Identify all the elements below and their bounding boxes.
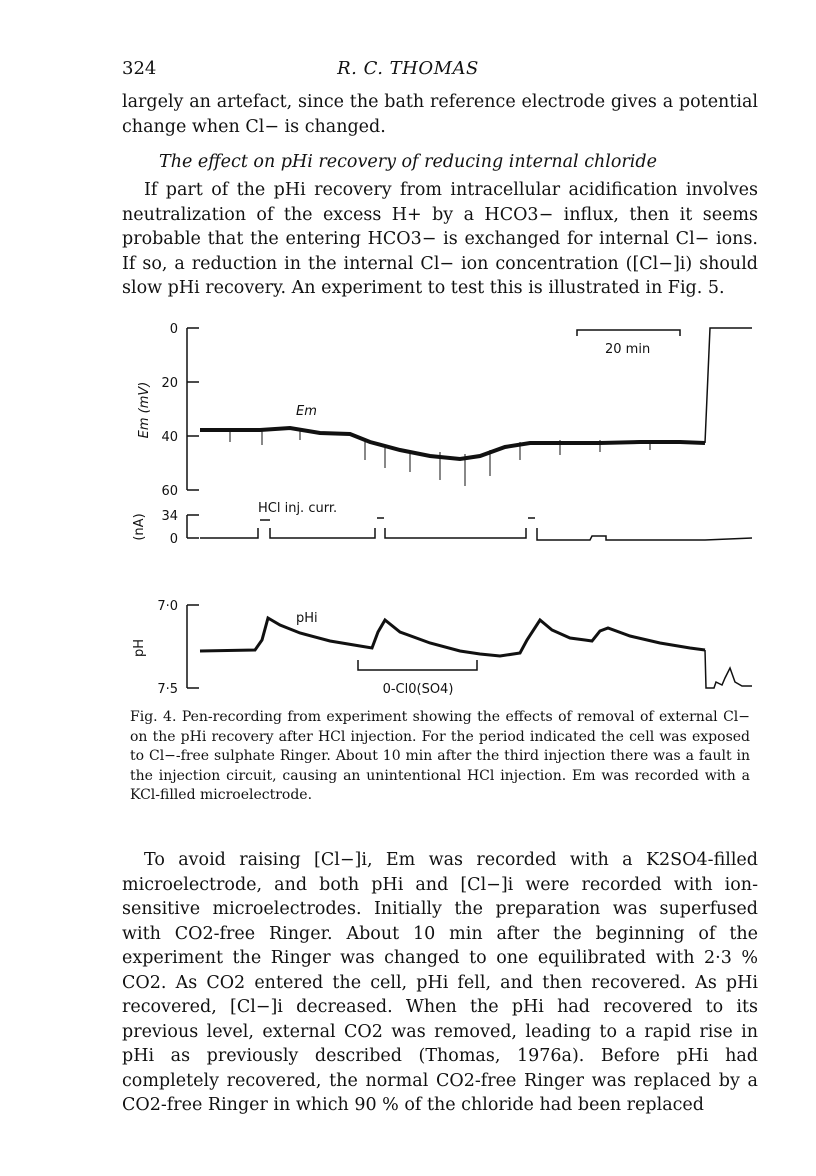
ph-tick-7-5: 7·5 <box>157 682 178 697</box>
em-tick-0: 0 <box>169 322 178 337</box>
paragraph-2: If part of the pHi recovery from intracellular acidification involves neutralization of the excess H+ by a HCO3− influx, then it seems probable that the entering HCO3− is exchanged for internal Cl− ions. If so, a reduction in the internal Cl− ion concentration ([Cl−]i) should slow pHi recovery. An experiment to test this is illustrated in Fig. 5. <box>122 180 758 298</box>
ph-trace-label: pHi <box>296 611 318 626</box>
ph-axis-label: pH <box>132 638 147 658</box>
em-trace-noise <box>230 428 650 486</box>
em-tick-20: 20 <box>161 376 178 391</box>
scale-bar-label: 20 min <box>605 342 651 357</box>
em-trace <box>200 428 705 459</box>
paragraph-3: To avoid raising [Cl−]i, Em was recorded with a K2SO4-filled microelectrode, and both pHi and [Cl−]i were recorded with ion-sensitive microelectrodes. Initially the preparation was superfused with CO2-free Ringer. About 10 min after the beginning of the experiment the Ringer was changed to one equilibrated with 2·3 % CO2. As CO2 entered the cell, pHi fell, and then recovered. As pHi recovered, [Cl−]i decreased. When the pHi had recovered to its previous level, external CO2 was removed, leading to a rapid rise in pHi as previously described (Thomas, 1976a). Before pHi had completely recovered, the normal CO2-free Ringer was replaced by a CO2-free Ringer in which 90 % of the chloride had been replaced <box>122 850 758 1115</box>
em-final-step <box>705 328 752 443</box>
em-tick-40: 40 <box>161 430 178 445</box>
cl-free-bracket-label: 0-Cl0(SO4) <box>382 682 454 697</box>
em-trace-label: Em <box>296 404 317 419</box>
paragraph-1: largely an artefact, since the bath reference electrode gives a potential change when Cl− is changed. <box>122 92 758 137</box>
current-trace-label: HCl inj. curr. <box>258 501 338 516</box>
em-tick-60: 60 <box>161 484 178 499</box>
running-head-author: R. C. THOMAS <box>337 58 479 79</box>
ph-trace <box>200 618 705 656</box>
current-tick-0: 0 <box>169 532 178 547</box>
em-axis <box>187 328 199 490</box>
em-axis-label: Em (mV) <box>137 381 152 439</box>
figure-4-recording <box>0 300 816 700</box>
current-tick-34: 34 <box>161 509 178 524</box>
ph-axis <box>187 605 199 688</box>
section-heading: The effect on pHi recovery of reducing internal chloride <box>159 152 657 172</box>
page-number: 324 <box>122 58 157 79</box>
figure-caption: Fig. 4. Pen-recording from experiment showing the effects of removal of external Cl− on the pHi recovery after HCl injection. For the period indicated the cell was exposed to Cl−-free sulphate Ringer. About 10 min after the third injection there was a fault in the injection circuit, causing an unintentional HCl injection. Em was recorded with a KCl-filled microelectrode. <box>130 709 750 803</box>
current-axis <box>187 515 199 538</box>
ph-final-step <box>705 650 752 688</box>
current-trace <box>200 518 752 540</box>
cl-free-bracket <box>358 660 477 670</box>
ph-tick-7-0: 7·0 <box>157 599 178 614</box>
current-axis-label: (nA) <box>132 513 147 541</box>
time-scale-bar <box>577 330 680 336</box>
